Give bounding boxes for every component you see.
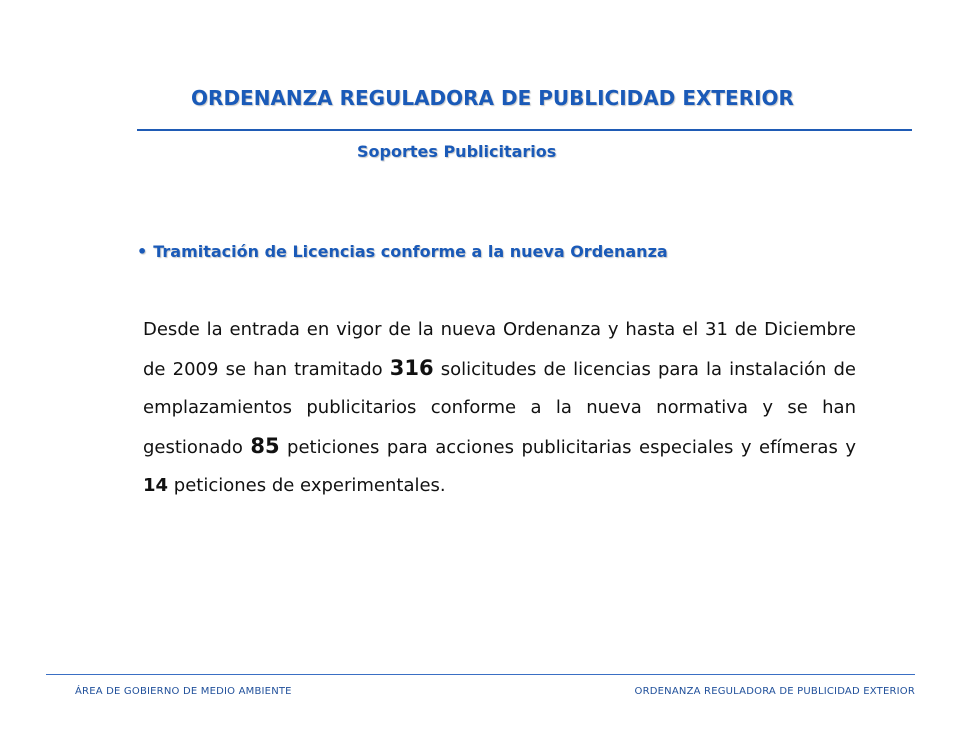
section-heading-text: Tramitación de Licencias conforme a la nueva Ordenanza <box>153 242 668 261</box>
footer-department: ÁREA DE GOBIERNO DE MEDIO AMBIENTE <box>75 686 292 697</box>
body-text-part4: peticiones de experimentales. <box>168 475 446 496</box>
licencias-count: 316 <box>389 356 434 380</box>
footer-document-title: ORDENANZA REGULADORA DE PUBLICIDAD EXTERIOR <box>634 686 915 697</box>
body-text-part1: Desde la entrada en vigor de la nueva Ordenanza y hasta el 31 de Diciembre de 2009 se han tramitado <box>143 319 856 380</box>
body-paragraph <box>143 311 856 505</box>
section-heading <box>137 242 668 261</box>
footer-divider <box>46 674 915 675</box>
page-title: ORDENANZA REGULADORA DE PUBLICIDAD EXTERIOR <box>191 86 794 110</box>
bullet-icon: • <box>137 242 148 261</box>
body-text-part2: solicitudes de licencias para la instalación de emplazamientos publicitarios conforme a la nueva normativa y se han gestionado <box>143 359 856 458</box>
experimentales-count: 14 <box>143 475 169 496</box>
body-text-part3: peticiones para acciones publicitarias especiales y efímeras y <box>279 437 856 458</box>
title-divider <box>137 129 912 131</box>
peticiones-count: 85 <box>250 434 280 458</box>
page-subtitle: Soportes Publicitarios <box>357 142 557 161</box>
